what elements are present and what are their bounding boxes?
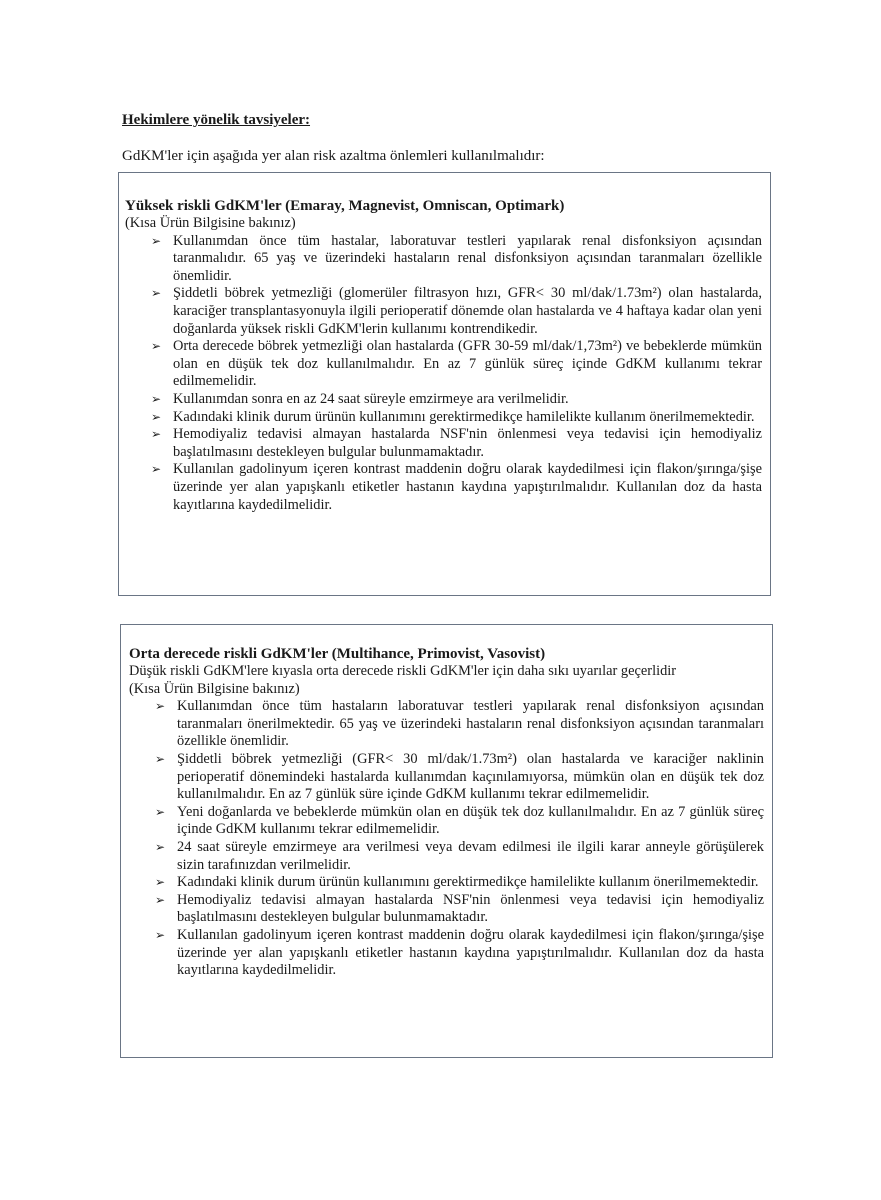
list-item: ➢ Hemodiyaliz tedavisi almayan hastalarda NSF'nin önlenmesi veya tedavisi için hemodiyaliz başlatılmasını destekleyen bulgular bulunmamaktadır. <box>145 426 762 461</box>
arrow-bullet-icon: ➢ <box>154 839 166 854</box>
arrow-bullet-icon: ➢ <box>154 699 166 714</box>
arrow-bullet-icon: ➢ <box>154 892 166 907</box>
list-item: ➢ 24 saat süreyle emzirmeye ara verilmesi veya devam edilmesi ile ilgili karar anneyle görüşülerek sizin tarafınızdan verilmelidir. <box>149 839 764 874</box>
intro-text: GdKM'ler için aşağıda yer alan risk azaltma önlemleri kullanılmalıdır: <box>122 148 545 164</box>
medium-risk-note: (Kısa Ürün Bilgisine bakınız) <box>129 680 300 697</box>
arrow-bullet-icon: ➢ <box>154 875 166 890</box>
arrow-bullet-icon: ➢ <box>154 927 166 942</box>
medium-risk-title: Orta derecede riskli GdKM'ler (Multihance, Primovist, Vasovist) <box>129 646 546 662</box>
arrow-bullet-icon: ➢ <box>150 391 162 406</box>
arrow-bullet-icon: ➢ <box>154 751 166 766</box>
high-risk-note: (Kısa Ürün Bilgisine bakınız) <box>125 215 296 231</box>
list-item: ➢ Kullanılan gadolinyum içeren kontrast maddenin doğru olarak kaydedilmesi için flakon/şırınga/şişe üzerinde yer alan yapışkanlı etiketler hastanın kaydına yapıştırılmalıdır. Kullanılan doz da hasta kayıtlarına kaydedilmelidir. <box>149 927 764 980</box>
arrow-bullet-icon: ➢ <box>150 286 162 301</box>
medium-risk-box <box>120 624 773 1058</box>
list-item: ➢ Kadındaki klinik durum ürünün kullanımını gerektirmedikçe hamilelikte kullanım önerilmemektedir. <box>145 409 762 427</box>
list-item: ➢ Kullanımdan önce tüm hastaların laboratuvar testleri yapılarak renal disfonksiyon açısından taranmaları önerilmektedir. 65 yaş ve üzerindeki hastaların renal disfonksiyon açısından taranmaları özellikle önemlidir. <box>149 698 764 751</box>
list-item: ➢ Şiddetli böbrek yetmezliği (GFR< 30 ml/dak/1.73m²) olan hastalarda ve karaciğer naklinin perioperatif dönemindeki hastalarda kullanımdan kaçınılamıyorsa, mümkün olan en düşük tek doz kullanılmalıdır. En az 7 günlük süre içinde GdKM kullanımı tekrar edilmemelidir. <box>149 751 764 804</box>
list-item: ➢ Yeni doğanlarda ve bebeklerde mümkün olan en düşük tek doz kullanılmalıdır. En az 7 günlük süreç içinde GdKM kullanımı tekrar edilmemelidir. <box>149 804 764 839</box>
high-risk-list <box>125 233 762 515</box>
list-item: ➢ Kullanılan gadolinyum içeren kontrast maddenin doğru olarak kaydedilmesi için flakon/şırınga/şişe üzerinde yer alan yapışkanlı etiketler hastanın kaydına yapıştırılmalıdır. Kullanılan doz da hasta kayıtlarına kaydedilmelidir. <box>145 461 762 514</box>
arrow-bullet-icon: ➢ <box>150 339 162 354</box>
list-item: ➢ Kullanımdan önce tüm hastalar, laboratuvar testleri yapılarak renal disfonksiyon açısından taranmalıdır. 65 yaş ve üzerindeki hastaların renal disfonksiyon açısından taranmaları özellikle önemlidir. <box>145 233 762 286</box>
arrow-bullet-icon: ➢ <box>154 804 166 819</box>
medium-risk-subtitle: Düşük riskli GdKM'lere kıyasla orta derecede riskli GdKM'ler için daha sıkı uyarılar geçerlidir <box>129 663 677 679</box>
high-risk-title: Yüksek riskli GdKM'ler (Emaray, Magnevist, Omniscan, Optimark) <box>125 198 565 214</box>
arrow-bullet-icon: ➢ <box>150 233 162 248</box>
arrow-bullet-icon: ➢ <box>150 409 162 424</box>
arrow-bullet-icon: ➢ <box>150 462 162 477</box>
list-item: ➢ Şiddetli böbrek yetmezliği (glomerüler filtrasyon hızı, GFR< 30 ml/dak/1.73m²) olan hastalarda, karaciğer transplantasyonuyla ilgili perioperatif dönemde olan hastalarda ve 4 haftaya kadar olan yeni doğanlarda yüksek riskli GdKM'lerin kullanımı kontrendikedir. <box>145 285 762 338</box>
arrow-bullet-icon: ➢ <box>150 427 162 442</box>
list-item: ➢ Hemodiyaliz tedavisi almayan hastalarda NSF'nin önlenmesi veya tedavisi için hemodiyaliz başlatılmasını destekleyen bulgular bulunmamaktadır. <box>149 892 764 927</box>
list-item: ➢ Kullanımdan sonra en az 24 saat süreyle emzirmeye ara verilmelidir. <box>145 391 762 409</box>
page-heading: Hekimlere yönelik tavsiyeler: <box>122 112 311 128</box>
high-risk-box <box>118 172 771 596</box>
list-item: ➢ Kadındaki klinik durum ürünün kullanımını gerektirmedikçe hamilelikte kullanım önerilmemektedir. <box>149 874 764 892</box>
medium-risk-list <box>129 698 764 980</box>
list-item: ➢ Orta derecede böbrek yetmezliği olan hastalarda (GFR 30-59 ml/dak/1,73m²) ve bebeklerde mümkün olan en düşük tek doz kullanılmalıdır. En az 7 günlük süreç içinde GdKM kullanımı tekrar edilmemelidir. <box>145 338 762 391</box>
